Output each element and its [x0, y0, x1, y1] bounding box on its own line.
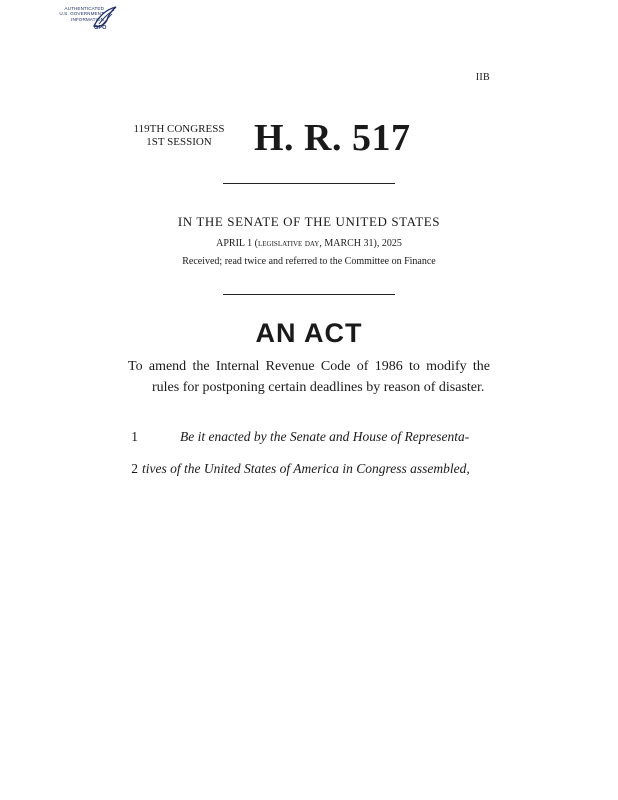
act-heading: AN ACT: [255, 318, 363, 348]
seal-line-2: U.S. GOVERNMENT: [59, 11, 104, 17]
line-number: 1: [131, 429, 138, 444]
gpo-authentication-seal: [22, 4, 118, 38]
session-number: 1ST SESSION: [146, 136, 212, 148]
purpose-clause: To amend the Internal Revenue Code of 1986 to modify the rules for postponing certain deadlines by reason of disaster.: [128, 359, 490, 395]
divider-rule: [223, 294, 395, 295]
action-line: Received; read twice and referred to the Committee on Finance: [182, 256, 436, 267]
seal-line-3: INFORMATION: [71, 16, 104, 22]
date-line: APRIL 1 (legislative day, MARCH 31), 2025: [216, 238, 402, 249]
enacting-clause-line: [122, 429, 490, 449]
seal-line-1: AUTHENTICATED: [64, 6, 104, 11]
bill-number: H. R. 517: [254, 117, 411, 159]
congress-number: 119TH CONGRESS: [133, 123, 225, 135]
congress-session-block: [124, 123, 234, 149]
line-text: tives of the United States of America in Congress assembled,: [142, 461, 470, 476]
divider-rule: [223, 183, 395, 184]
chamber-heading: IN THE SENATE OF THE UNITED STATES: [177, 214, 441, 229]
gpo-mark: GPO: [94, 25, 107, 31]
calendar-code: IIB: [475, 72, 490, 83]
enacting-clause-line: [122, 461, 490, 481]
line-text: Be it enacted by the Senate and House of Representa-: [180, 429, 470, 444]
line-number: 2: [131, 461, 138, 476]
